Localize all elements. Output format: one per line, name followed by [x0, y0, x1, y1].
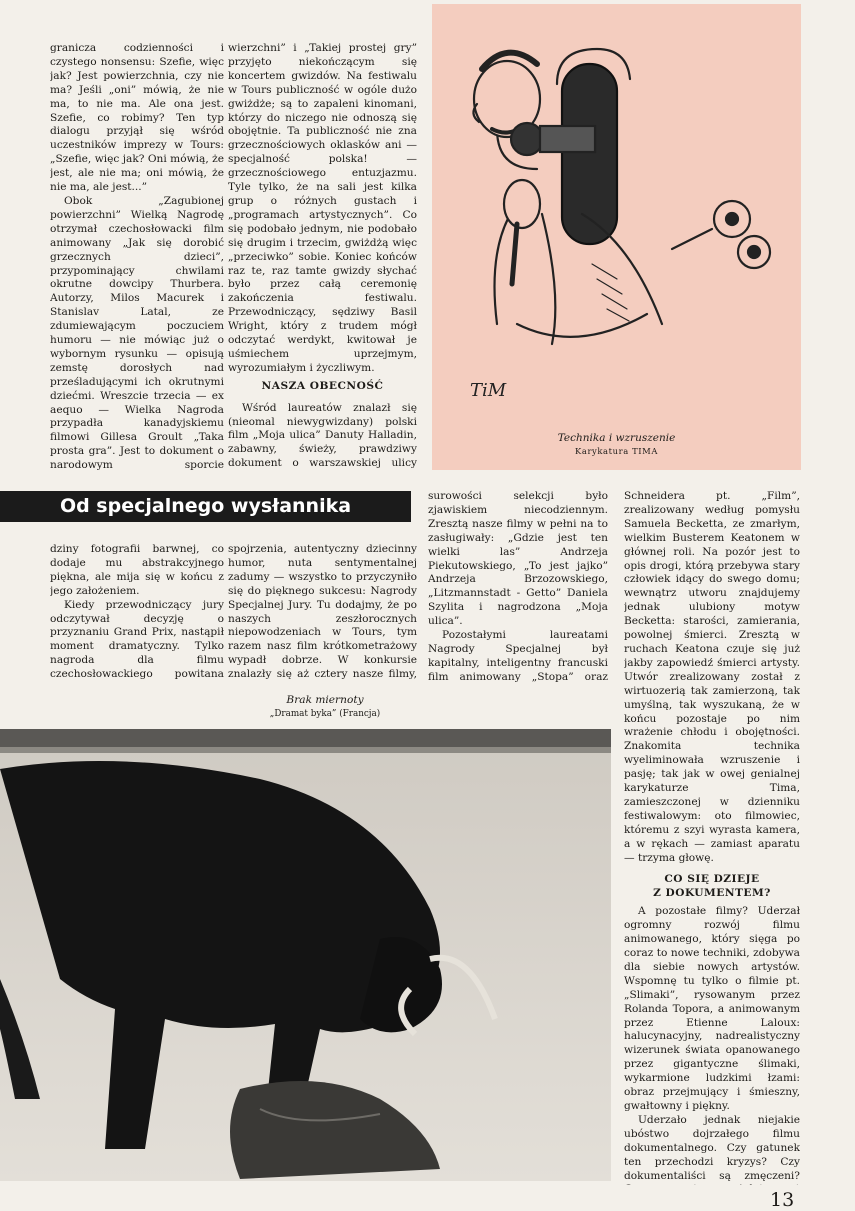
- article-column-1-bottom: [50, 543, 224, 683]
- artist-signature: TiM: [470, 380, 507, 401]
- article-column-4: [624, 490, 800, 1185]
- subheading: NASZA OBECNOŚĆ: [261, 379, 384, 392]
- caricature-illustration: [432, 4, 801, 470]
- paragraph: Uderzało jednak niejakie ubóstwo dojrzałego filmu dokumentalnego. Czy gatunek ten przechodzi kryzys? Czy dokumentaliści są zmęczeni?: [624, 1113, 800, 1182]
- paragraph: Schneidera pt. „Film”, zrealizowany według pomysłu Samuela Becketta, ze zmarłym, wielkim Busterem Keatonem w głównej roli. Na pozór jest to opis drogi, którą przebywa stary człowiek idący do swego domu; wewnątrz utworu znajdujemy jednak ulubiony motyw Becketta: starości, zamierania, powolnej śmierci. Zresztą w ruchach Keatona czuje się już jakby zapowiedź śmierci artysty. Utwór zrealizowany został z wirtuozerią tak zamierzoną, tak umyślną, tak wyszukaną, że w końcu pozostaje po nim wrażenie chłodu i obojętności. Znakomita technika wyeliminowała wzruszenie i pasję; tak jak w owej genialnej karykaturze Tima, zamieszczonej w dzienniku festiwalowym: oto filmowiec, któremu z szyi wyrasta kamera, a w rękach — zamiast aparatu — trzyma głowę.: [624, 490, 800, 864]
- page-number: 13: [770, 1189, 795, 1211]
- paragraph: granicza codzienności i czystego nonsensu: Szefie, więc jak? Jest powierzchnia, czy nie ma? Jeśli „oni” mówią, że nie ma, to nie ma. Ale ona jest. Szefie, co robimy? Ten typ dialogu przyjął się wśród uczestników imprezy w Tours: „Szefie, więc jak? Oni mówią, że jest, ale nie ma; oni mówią, że nie ma, ale jest...”: [50, 42, 224, 194]
- article-column-2-bottom: [228, 543, 417, 683]
- paragraph: Kiedy przewodniczący jury odczytywał decyzję o przyznaniu Grand Prix, nastąpił moment dramatyczny. Tylko nagroda dla filmu czechosłowackiego powitana: [50, 598, 224, 681]
- section-header: Od specjalnego wysłannika: [0, 491, 411, 522]
- paragraph: Pozostałymi laureatami Nagrody Specjalnej był kapitalny, inteligentny francuski film animowany „Stopa” oraz: [428, 629, 608, 683]
- paragraph: dziny fotografii barwnej, co dodaje mu abstrakcyjnego piękna, ale mija się w końcu z jego założeniem.: [50, 543, 224, 597]
- article-column-3: [428, 490, 608, 685]
- cartoon-caption-title: Technika i wzruszenie: [557, 432, 676, 444]
- paragraph: A pozostałe filmy? Uderzał ogromny rozwój filmu animowanego, który sięga po coraz to nowe techniki, zdobywa dla siebie nowych artystów. Wspomnę tu tylko o filmie pt. „Slimaki”, rysowanym przez Rolanda Topora, a animowanym przez Etienne Laloux: halucynacyjny, nadrealistyczny wizerunek świata opanowanego przez gigantyczne ślimaki, wykarmione ludzkimi łzami: obraz przejmujący i śmieszny, gwałtowny i piękny.: [624, 905, 800, 1112]
- article-column-2-top: [228, 42, 417, 472]
- cartoon-caption-credit: Karykatura TIMA: [575, 446, 658, 456]
- photo-caption-subtitle: „Dramat byka” (Francja): [269, 709, 381, 719]
- paragraph: spojrzenia, autentyczny dziecinny humor, nuta sentymentalnej zadumy — wszystko to przyczyniło się do pięknego sukcesu: Nagrody Specjalnej Jury. Tu dodajmy, że po naszych zeszłorocznych niepowodzeniach w Tours, tym razem nasz film krótkometrażowy wypadł dobrze. W konkursie znalazły się aż cztery nasze filmy,: [228, 543, 417, 681]
- subheading-line-2: Z DOKUMENTEM?: [653, 887, 771, 900]
- caricature-drawing: [432, 4, 801, 470]
- bull-image: [0, 729, 611, 1181]
- paragraph: Wśród laureatów znalazł się (nieomal niewygwizdany) polski film „Moja ulica” Danuty Halladin, zabawny, świeży, prawdziwy dokument o warszawskiej ulicy: [228, 401, 417, 470]
- paragraph: Obok „Zagubionej powierzchni” Wielką Nagrodę otrzymał czechosłowacki film animowany „Jak się dorobić grzecznych dzieci”, przypominający chwilami okrutne dowcipy Thurbera. Autorzy, Milos Macurek i Stanislav Latal, ze zdumiewającym poczuciem humoru — nie mówiąc już o wybornym rysunku — opisują zemstę dorosłych nad prześladującymi ich okrutnymi dziećmi. Wreszcie trzecia — ex aequo — Wielka Nagroda przypadła kanadyjskiemu filmowi Gillesa Groult „Taka prosta gra”. Jest to dokument o narodowym sporcie: [50, 194, 224, 472]
- article-column-1-top: [50, 42, 224, 472]
- subheading-line-1: CO SIĘ DZIEJE: [664, 873, 760, 886]
- bullfight-photo: [0, 729, 611, 1181]
- photo-caption-title: Brak miernoty: [286, 694, 364, 706]
- paragraph: surowości selekcji było zjawiskiem niecodziennym. Zresztą nasze filmy w pełni na to zasługiwały: „Gdzie jest ten wielki las” Andrzeja Piekutowskiego, „To jest jajko” Andrzeja Brzozowskiego, „Litzmannstadt - Getto” Daniela Szylita i nagrodzona „Moja ulica”.: [428, 490, 608, 628]
- paragraph: wierzchni” i „Takiej prostej gry” przyjęto niekończącym się koncertem gwizdów. Na festiwalu w Tours publiczność w ogóle dużo gwiżdże; są to zapaleni kinomani, którzy do niczego nie odnoszą się obojętnie. Ta publiczność nie zna grzecznościowych oklasków ani — specjalność polska! — grzecznościowego entuzjazmu. Tyle tylko, że na sali jest kilka grup o różnych gustach i „programach artystycznych”. Co się podobało jednym, nie podobało się drugim i trzecim, gwiżdżą więc „przeciwko” sobie. Koniec końców raz te, raz tamte gwizdy słychać było przez całą ceremonię zakończenia festiwalu. Przewodniczący, sędziwy Basil Wright, który z trudem mógł odczytać werdykt, kwitował je uśmiechem uprzejmym, wyrozumiałym i życzliwym.: [228, 42, 417, 374]
